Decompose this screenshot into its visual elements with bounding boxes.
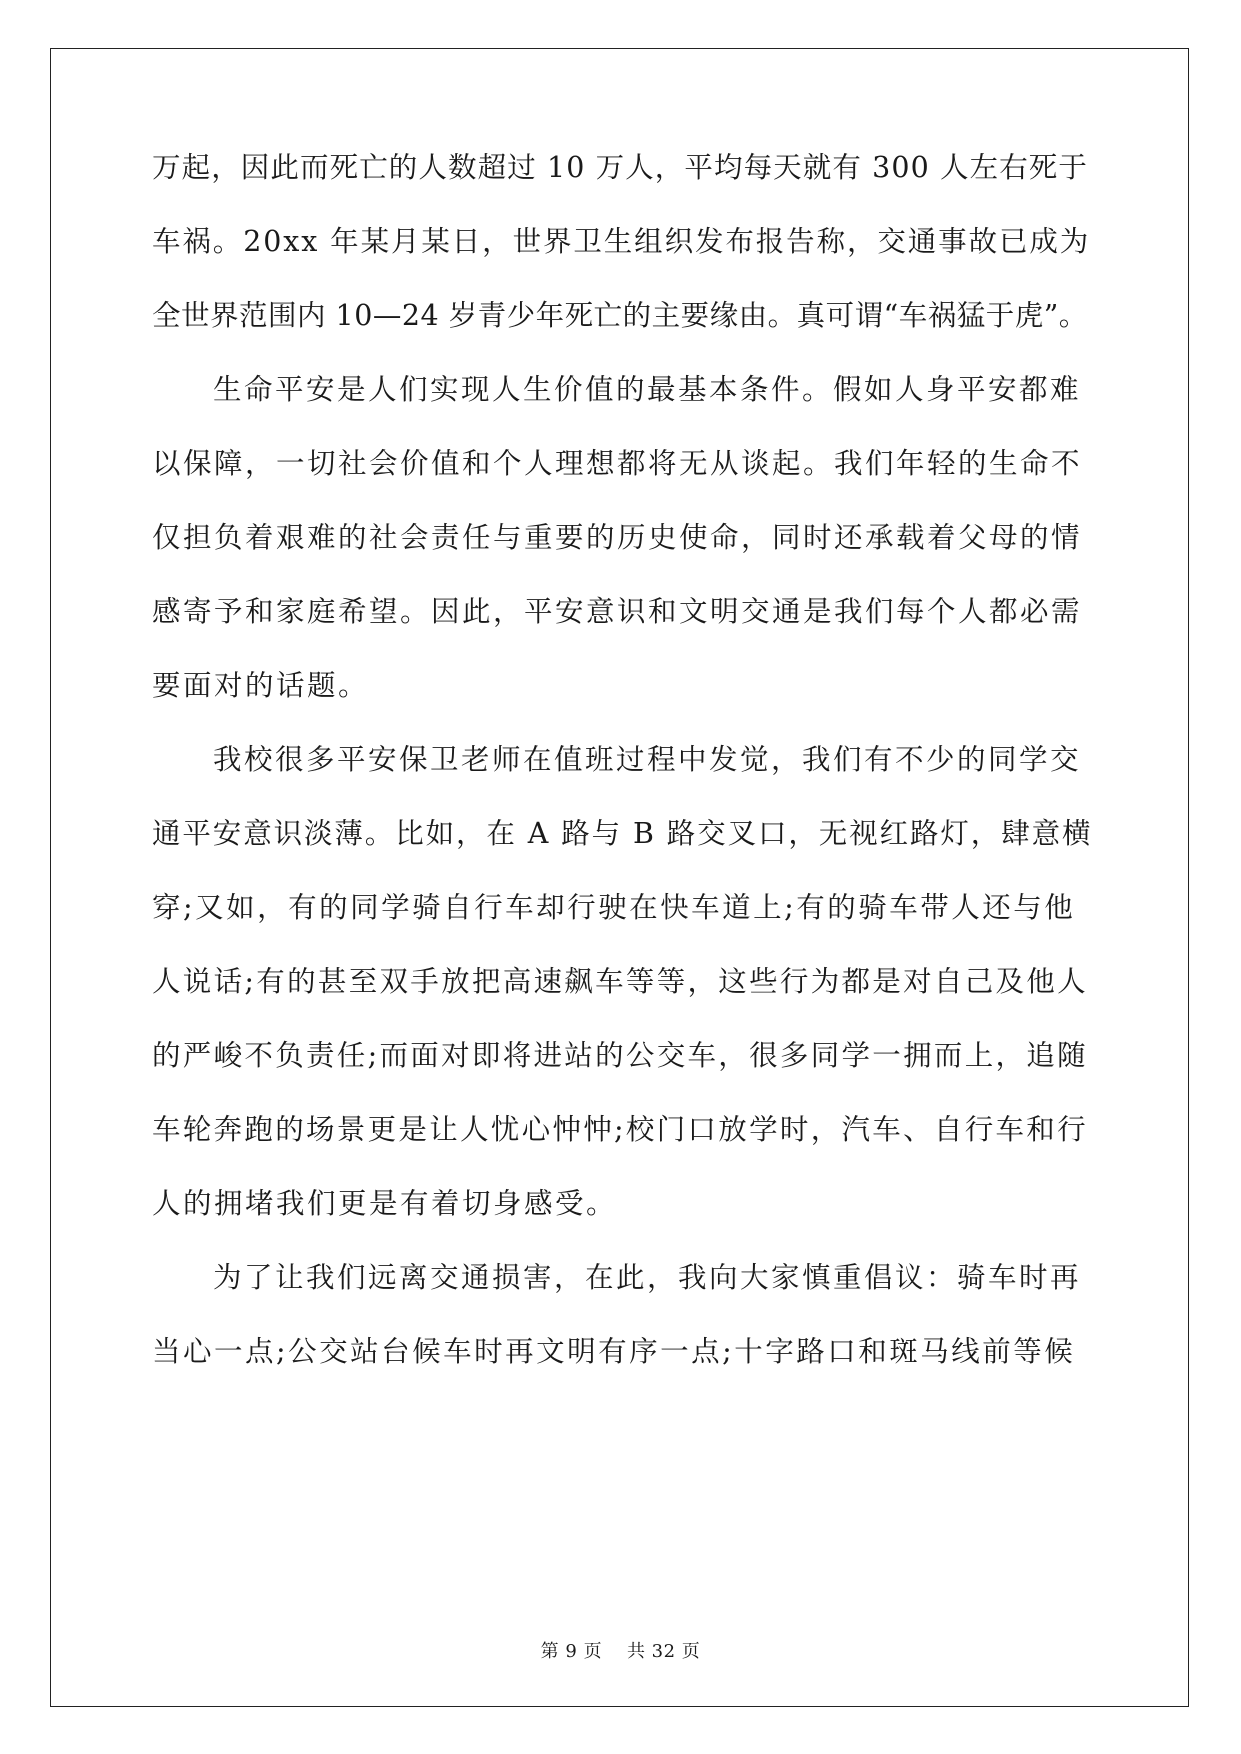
text-line: 要面对的话题。 (152, 669, 370, 702)
paragraph-first-line: 为了让我们远离交通损害，在此，我向大家慎重倡议：骑车时再 (213, 1261, 1082, 1294)
text-line: 当心一点;公交站台候车时再文明有序一点;十字路口和斑马线前等候 (152, 1335, 1076, 1368)
text-line: 人的拥堵我们更是有着切身感受。 (152, 1187, 618, 1220)
text-line: 车轮奔跑的场景更是让人忧心忡忡;校门口放学时，汽车、自行车和行 (152, 1113, 1088, 1146)
text-line: 全世界范围内 10—24 岁青少年死亡的主要缘由。真可谓“车祸猛于虎”。 (152, 299, 1088, 332)
text-line: 车祸。20xx 年某月某日，世界卫生组织发布报告称，交通事故已成为 (152, 225, 1091, 258)
text-line: 人说话;有的甚至双手放把高速飙车等等，这些行为都是对自己及他人 (152, 965, 1088, 998)
text-line: 感寄予和家庭希望。因此，平安意识和文明交通是我们每个人都必需 (152, 595, 1083, 628)
page-number-footer: 第 9 页 共 32 页 (540, 1641, 701, 1662)
text-line: 穿;又如，有的同学骑自行车却行驶在快车道上;有的骑车带人还与他 (152, 891, 1076, 924)
text-line: 以保障，一切社会价值和个人理想都将无从谈起。我们年轻的生命不 (152, 447, 1083, 480)
paragraph-first-line: 生命平安是人们实现人生价值的最基本条件。假如人身平安都难 (213, 373, 1082, 406)
text-line: 的严峻不负责任;而面对即将进站的公交车，很多同学一拥而上，追随 (152, 1039, 1088, 1072)
paragraph-first-line: 我校很多平安保卫老师在值班过程中发觉，我们有不少的同学交 (213, 743, 1082, 776)
text-line: 仅担负着艰难的社会责任与重要的历史使命，同时还承载着父母的情 (152, 521, 1083, 554)
text-line: 通平安意识淡薄。比如，在 A 路与 B 路交叉口，无视红路灯，肆意横 (152, 817, 1093, 850)
text-line: 万起，因此而死亡的人数超过 10 万人，平均每天就有 300 人左右死于 (152, 151, 1089, 184)
